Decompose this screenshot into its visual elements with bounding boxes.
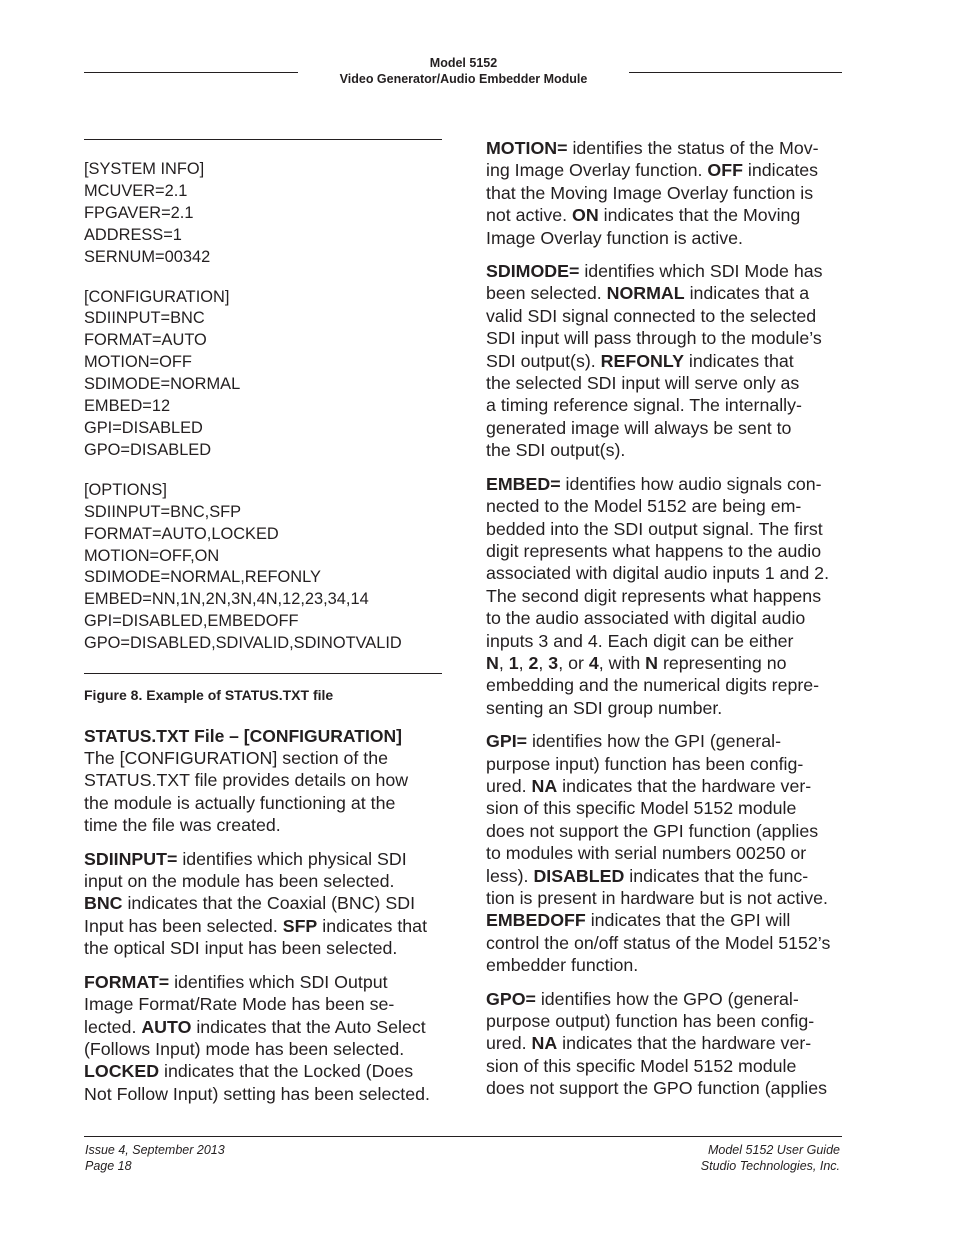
text-run: nected to the Model 5152 are being em- (486, 496, 802, 517)
text-line (84, 769, 442, 791)
figure-caption: Figure 8. Example of STATUS.TXT file (84, 687, 334, 704)
text-run: indicates that the Auto Select (191, 1016, 426, 1037)
text-run: identifies which SDI Output (169, 971, 388, 992)
status-line: SDIINPUT=BNC,SFP (84, 502, 242, 521)
paragraph (486, 988, 854, 1100)
bold-term: NA (531, 1033, 558, 1054)
text-line (84, 870, 442, 892)
bold-term: LOCKED (84, 1061, 160, 1082)
text-line (486, 394, 854, 416)
text-line (486, 607, 854, 629)
header-rule-right (629, 72, 842, 73)
text-line (486, 372, 854, 394)
bold-term: BNC (84, 893, 123, 914)
header-subtitle: Video Generator/Audio Embedder Module (339, 71, 588, 86)
text-run: purpose output) function has been config- (486, 1011, 815, 1032)
text-run: the SDI output(s). (486, 440, 626, 461)
text-run: inputs 3 and 4. Each digit can be either (486, 630, 794, 651)
bold-term: REFONLY (600, 350, 684, 371)
status-line: FPGAVER=2.1 (84, 203, 194, 222)
status-line: [CONFIGURATION] (84, 287, 230, 306)
text-line (84, 971, 442, 993)
text-line (84, 1038, 442, 1060)
text-line (486, 182, 854, 204)
status-line: MCUVER=2.1 (84, 181, 188, 200)
text-run: associated with digital audio inputs 1 and 2. (486, 563, 830, 584)
bold-term: FORMAT= (84, 971, 170, 992)
text-run: representing no (658, 652, 787, 673)
status-line: EMBED=12 (84, 397, 171, 416)
paragraph (486, 137, 854, 249)
text-line (84, 993, 442, 1015)
text-line (486, 797, 854, 819)
text-line (84, 848, 442, 870)
text-run: a timing reference signal. The internally- (486, 395, 802, 416)
status-line: SDIMODE=NORMAL,REFONLY (84, 568, 321, 587)
bold-term: EMBED= (486, 473, 561, 494)
bold-term: GPI= (486, 731, 528, 752)
text-run: ing Image Overlay function. (486, 160, 708, 181)
text-run: indicates that the hardware ver- (557, 775, 812, 796)
text-run: indicates (742, 160, 819, 181)
text-line (84, 814, 442, 836)
text-run: the selected SDI input will serve only as (486, 373, 800, 394)
text-run: sion of this specific Model 5152 module (486, 798, 797, 819)
text-line (84, 747, 442, 769)
text-line (486, 652, 854, 674)
bold-term: NA (531, 775, 558, 796)
bold-term: 2 (528, 652, 539, 673)
text-line (486, 932, 854, 954)
bold-term: N (486, 652, 499, 673)
text-run: does not support the GPO function (applies (486, 1078, 828, 1099)
text-run: does not support the GPI function (applies (486, 820, 819, 841)
text-run: identifies which SDI Mode has (579, 261, 823, 282)
status-line: GPI=DISABLED,EMBEDOFF (84, 612, 299, 631)
text-run: embedding and the numerical digits repre- (486, 675, 820, 696)
text-run: time the file was created. (84, 815, 281, 836)
text-line (486, 417, 854, 439)
text-run: Image Format/Rate Mode has been se- (84, 994, 395, 1015)
text-line (486, 1010, 854, 1032)
bold-term: OFF (707, 160, 743, 181)
bold-term: NORMAL (606, 283, 685, 304)
text-run: identifies how audio signals con- (560, 473, 822, 494)
text-line (486, 775, 854, 797)
text-line (84, 1016, 442, 1038)
text-line (486, 988, 854, 1010)
paragraph (486, 260, 854, 462)
running-header (298, 56, 629, 87)
text-run: The [CONFIGURATION] section of the (84, 748, 389, 769)
text-run: indicates that a (684, 283, 810, 304)
text-run: embedder function. (486, 955, 639, 976)
bold-term: DISABLED (533, 865, 625, 886)
paragraph (84, 848, 442, 960)
text-run: Input has been selected. (84, 915, 283, 936)
text-line (486, 495, 854, 517)
footer-left (85, 1143, 225, 1174)
text-run: control the on/off status of the Model 5152’s (486, 932, 831, 953)
right-body-text (486, 137, 854, 1100)
bold-term: 1 (508, 652, 519, 673)
bold-term: 3 (548, 652, 559, 673)
text-run: generated image will always be sent to (486, 417, 792, 438)
text-run: tion is present in hardware but is not active. (486, 888, 828, 908)
text-run: indicates that the Locked (Does (159, 1061, 414, 1082)
text-run: Not Follow Input) setting has been selected. (84, 1083, 430, 1104)
text-line (486, 630, 854, 652)
bold-term: GPO= (486, 988, 536, 1009)
header-rule-left (84, 72, 298, 73)
text-line (486, 159, 854, 181)
text-run: indicates that (683, 350, 794, 371)
text-run: indicates that the Coaxial (BNC) SDI (122, 893, 416, 914)
text-line (486, 204, 854, 226)
text-line (486, 227, 854, 249)
footer-page-number: Page 18 (85, 1158, 132, 1173)
text-line (486, 1032, 854, 1054)
text-line (486, 518, 854, 540)
text-line (486, 674, 854, 696)
footer-rule (84, 1136, 842, 1137)
text-line (84, 892, 442, 914)
footer-right (701, 1143, 840, 1174)
footer-guide-title: Model 5152 User Guide (707, 1143, 840, 1157)
text-run: sion of this specific Model 5152 module (486, 1055, 797, 1076)
text-run: valid SDI signal connected to the selected (486, 305, 817, 326)
text-line (486, 865, 854, 887)
status-group (84, 480, 442, 655)
status-line: FORMAT=AUTO (84, 331, 207, 350)
text-run: The second digit represents what happens (486, 585, 822, 606)
text-run: indicates that the func- (624, 865, 809, 886)
text-run: identifies which physical SDI (177, 848, 407, 869)
status-line: GPO=DISABLED,SDIVALID,SDINOTVALID (84, 634, 402, 653)
status-file-listing (84, 140, 442, 655)
status-line: EMBED=NN,1N,2N,3N,4N,12,23,34,14 (84, 590, 369, 609)
status-line: [SYSTEM INFO] (84, 160, 205, 178)
text-run: , or (558, 652, 589, 673)
text-run: ured. (486, 1033, 532, 1054)
text-run: ured. (486, 775, 532, 796)
text-line (486, 350, 854, 372)
footer-company: Studio Technologies, Inc. (700, 1158, 840, 1173)
bold-term: SDIMODE= (486, 261, 580, 282)
text-line (486, 282, 854, 304)
status-line: GPO=DISABLED (84, 440, 212, 459)
section-heading: STATUS.TXT File – [CONFIGURATION] (84, 726, 402, 747)
text-run: that the Moving Image Overlay function is (486, 182, 814, 203)
bold-term: N (645, 652, 659, 673)
text-run: lected. (84, 1016, 142, 1037)
bold-term: AUTO (141, 1016, 192, 1037)
paragraph (486, 473, 854, 719)
figure-bottom-rule (84, 673, 442, 674)
bold-term: ON (572, 205, 599, 226)
text-run: indicates that the hardware ver- (557, 1033, 812, 1054)
left-column (84, 139, 442, 1116)
status-line: SERNUM=00342 (84, 247, 211, 266)
text-run: purpose input) function has been config- (486, 753, 804, 774)
text-line (486, 909, 854, 931)
footer-issue: Issue 4, September 2013 (85, 1143, 225, 1157)
text-line (486, 305, 854, 327)
text-run: STATUS.TXT file provides details on how (84, 770, 409, 791)
text-line (84, 915, 442, 937)
text-run: identifies how the GPO (general- (535, 988, 799, 1009)
text-line (486, 820, 854, 842)
status-line: GPI=DISABLED (84, 418, 203, 437)
text-line (486, 1055, 854, 1077)
text-run: indicates that (317, 915, 428, 936)
status-line: [OPTIONS] (84, 480, 167, 499)
text-line (486, 585, 854, 607)
text-line (486, 753, 854, 775)
text-line (84, 792, 442, 814)
text-run: senting an SDI group number. (486, 697, 723, 718)
text-line (486, 887, 854, 909)
status-line: ADDRESS=1 (84, 225, 182, 244)
text-run: the optical SDI input has been selected. (84, 938, 398, 959)
right-column (486, 137, 854, 1111)
text-line (486, 439, 854, 461)
text-line (486, 954, 854, 976)
paragraph (84, 747, 442, 837)
text-line (486, 842, 854, 864)
text-line (486, 327, 854, 349)
text-run: to the audio associated with digital audio (486, 608, 806, 629)
text-run: , (538, 652, 549, 673)
text-line (486, 1077, 854, 1099)
text-line (486, 260, 854, 282)
text-run: to modules with serial numbers 00250 or (486, 843, 807, 864)
bold-term: EMBEDOFF (486, 910, 586, 931)
bold-term: SFP (282, 915, 318, 936)
bold-term: SDIINPUT= (84, 848, 178, 869)
text-line (486, 730, 854, 752)
status-line: FORMAT=AUTO,LOCKED (84, 524, 279, 543)
status-line: SDIMODE=NORMAL (84, 375, 241, 394)
text-run: digit represents what happens to the audio (486, 540, 822, 561)
text-line (486, 540, 854, 562)
text-run: Image Overlay function is active. (486, 227, 743, 248)
left-body-text (84, 747, 442, 1105)
paragraph (486, 730, 854, 976)
text-line (486, 473, 854, 495)
status-line: MOTION=OFF,ON (84, 546, 220, 565)
status-line: MOTION=OFF (84, 353, 192, 372)
text-run: bedded into the SDI output signal. The first (486, 518, 823, 539)
text-run: , (518, 652, 529, 673)
status-group (84, 159, 442, 269)
text-run: indicates that the Moving (598, 205, 801, 226)
text-run: , (498, 652, 509, 673)
text-line (486, 562, 854, 584)
text-run: the module is actually functioning at the (84, 792, 396, 813)
text-run: not active. (486, 205, 572, 226)
paragraph (84, 971, 442, 1105)
bold-term: 4 (588, 652, 599, 673)
bold-term: MOTION= (486, 138, 568, 158)
text-run: identifies how the GPI (general- (527, 731, 782, 752)
text-run: SDI input will pass through to the module’s (486, 328, 822, 349)
text-run: been selected. (486, 283, 607, 304)
text-line (486, 697, 854, 719)
header-model: Model 5152 (429, 56, 498, 70)
text-run: less). (486, 865, 534, 886)
text-line (84, 937, 442, 959)
text-run: , with (598, 652, 646, 673)
text-run: (Follows Input) mode has been selected. (84, 1038, 405, 1059)
text-run: identifies the status of the Mov- (567, 138, 819, 158)
text-line (84, 1060, 442, 1082)
status-line: SDIINPUT=BNC (84, 309, 205, 328)
text-run: input on the module has been selected. (84, 871, 395, 892)
text-run: indicates that the GPI will (585, 910, 791, 931)
text-line (84, 1083, 442, 1105)
text-run: SDI output(s). (486, 350, 601, 371)
text-line (486, 137, 854, 159)
status-group (84, 287, 442, 462)
